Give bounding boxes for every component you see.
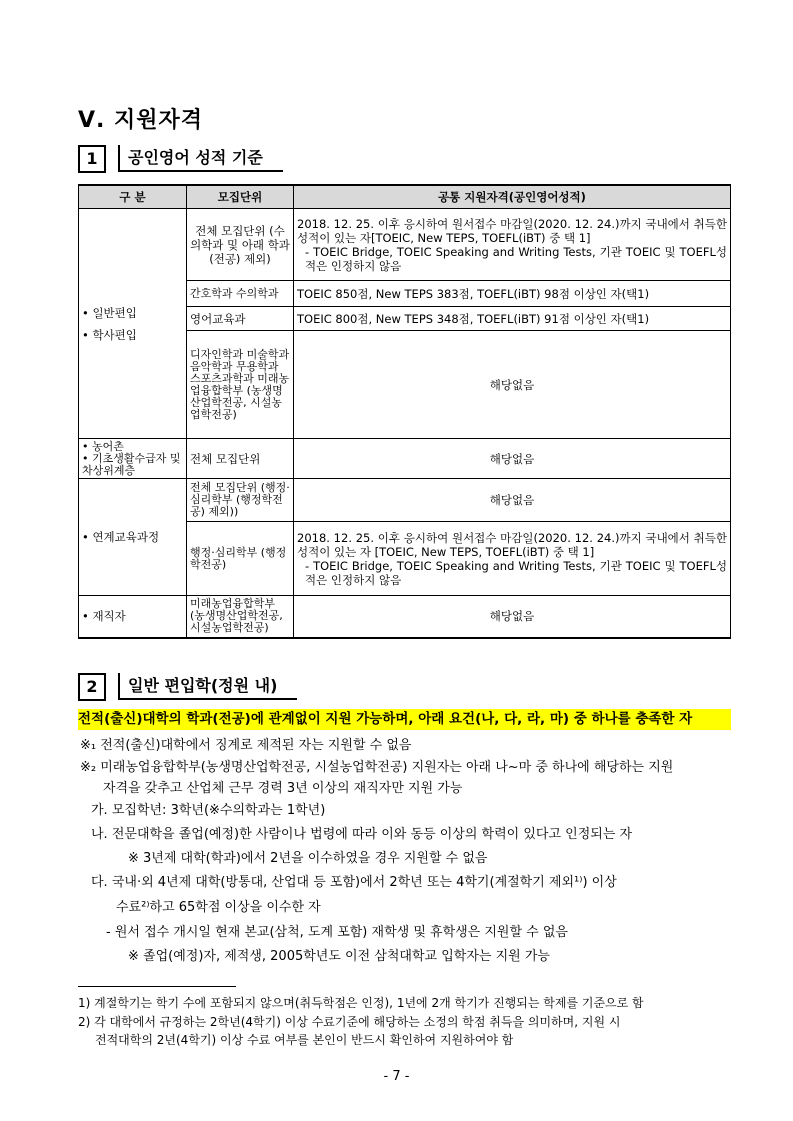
table-cell-requirement: 해당없음: [294, 439, 731, 479]
section-number-2: 2: [78, 673, 106, 701]
item-na-note: ※ 3년제 대학(학과)에서 2년을 이수하였을 경우 지원할 수 없음: [128, 851, 488, 866]
footnote-2b: 전적대학의 2년(4학기) 이상 수료 여부를 본인이 반드시 확인하여 지원하여야 함: [95, 1033, 514, 1047]
requirement-text: 2018. 12. 25. 이후 응시하여 원서접수 마감일(2020. 12. 24.)까지 국내에서 취득한 성적이 있는 자[TOEIC, New TEPS, TOEFL(iBT) 중 택 1]: [297, 216, 727, 245]
table-cell-requirement: 해당없음: [294, 479, 731, 522]
note-2b: 자격을 갖추고 산업체 근무 경력 3년 이상의 재직자만 지원 가능: [103, 781, 463, 796]
table-cell-unit: 전체 모집단위 (행정·심리학부 (행정학전공) 제외)): [187, 479, 294, 522]
english-score-table: [78, 184, 731, 639]
footnote-1: 1) 계절학기는 학기 수에 포함되지 않으며(취득학점은 인정), 1년에 2개 학기가 진행되는 학제를 기준으로 함: [78, 996, 644, 1010]
header-unit: 모집단위: [187, 185, 294, 209]
table-cell-unit: 전체 모집단위: [187, 439, 294, 479]
item-da-line2: 수료²⁾하고 65학점 이상을 이수한 자: [116, 900, 321, 915]
table-cell-unit: 간호학과 수의학과: [187, 281, 294, 307]
item-da-line1: 다. 국내·외 4년제 대학(방통대, 산업대 등 포함)에서 2학년 또는 4학기(계절학기 제외¹⁾) 이상: [91, 875, 617, 890]
header-requirement: 공통 지원자격(공인영어성적): [294, 185, 731, 209]
table-cell-requirement: TOEIC 800점, New TEPS 348점, TOEFL(iBT) 91점 이상인 자(택1): [294, 307, 731, 331]
table-cell-unit: 전체 모집단위 (수의학과 및 아래 학과(전공) 제외): [187, 209, 294, 281]
section-number-1: 1: [78, 145, 106, 173]
requirement-note: - TOEIC Bridge, TOEIC Speaking and Writing Tests, 기관 TOEIC 및 TOEFL성적은 인정하지 않음: [305, 244, 727, 273]
table-cell-requirement: [294, 522, 731, 596]
table-cell-requirement: TOEIC 850점, New TEPS 383점, TOEFL(iBT) 98점 이상인 자(택1): [294, 281, 731, 307]
category-rural-lowincome: [79, 439, 187, 479]
table-cell-requirement: 해당없음: [294, 596, 731, 638]
category-label: • 학사편입: [82, 327, 137, 342]
table-cell-unit: 미래농업융합학부 (농생명산업학전공, 시설농업학전공): [187, 596, 294, 638]
header-category: 구 분: [79, 185, 187, 209]
item-ga: 가. 모집학년: 3학년(※수의학과는 1학년): [91, 803, 326, 818]
item-na: 나. 전문대학을 졸업(예정)한 사람이나 법령에 따라 이와 동등 이상의 학력이 있다고 인정되는 자: [91, 827, 633, 842]
category-employee: • 재직자: [79, 596, 187, 638]
table-cell-requirement: 해당없음: [294, 331, 731, 439]
section-title-2: 일반 편입학(정원 내): [118, 673, 297, 700]
page-number: - 7 -: [383, 1069, 410, 1084]
chapter-title: Ⅴ. 지원자격: [78, 108, 204, 133]
table-cell-unit: 행정·심리학부 (행정학전공): [187, 522, 294, 596]
table-cell-requirement: [294, 209, 731, 281]
requirement-note: - TOEIC Bridge, TOEIC Speaking and Writing Tests, 기관 TOEIC 및 TOEFL성적은 인정하지 않음: [305, 558, 727, 587]
item-da-note: ※ 졸업(예정)자, 제적생, 2005학년도 이전 삼척대학교 입학자는 지원 가능: [128, 949, 550, 964]
note-2a: ※₂ 미래농업융합학부(농생명산업학전공, 시설농업학전공) 지원자는 아래 나~마 중 하나에 해당하는 지원: [80, 760, 674, 775]
category-label: • 기초생활수급자 및 차상위계층: [82, 451, 181, 477]
footnote-2a: 2) 각 대학에서 규정하는 2학년(4학기) 이상 수료기준에 해당하는 소정의 학점 취득을 의미하며, 지원 시: [78, 1015, 621, 1029]
category-label: • 일반편입: [82, 305, 137, 320]
section-title-1: 공인영어 성적 기준: [118, 145, 283, 172]
category-linked-education: • 연계교육과정: [79, 479, 187, 596]
highlighted-requirement: 전적(출신)대학의 학과(전공)에 관계없이 지원 가능하며, 아래 요건(나, 다, 라, 마) 중 하나를 충족한 자: [78, 709, 731, 730]
note-1: ※₁ 전적(출신)대학에서 징계로 제적된 자는 지원할 수 없음: [80, 738, 412, 753]
item-da-dash: - 원서 접수 개시일 현재 본교(삼척, 도계 포함) 재학생 및 휴학생은 지원할 수 없음: [106, 925, 568, 940]
footnote-divider: [78, 986, 236, 987]
requirement-text: 2018. 12. 25. 이후 응시하여 원서접수 마감일(2020. 12. 24.)까지 국내에서 취득한 성적이 있는 자 [TOEIC, New TEPS, TOEFL(iBT) 중 택 1]: [297, 530, 727, 559]
category-label: • 농어촌: [82, 439, 124, 453]
category-general-transfer: [79, 209, 187, 439]
table-cell-unit: 영어교육과: [187, 307, 294, 331]
table-cell-unit: 디자인학과 미술학과 음악학과 무용학과 스포츠과학과 미래농업융합학부 (농생명산업학전공, 시설농업학전공): [187, 331, 294, 439]
